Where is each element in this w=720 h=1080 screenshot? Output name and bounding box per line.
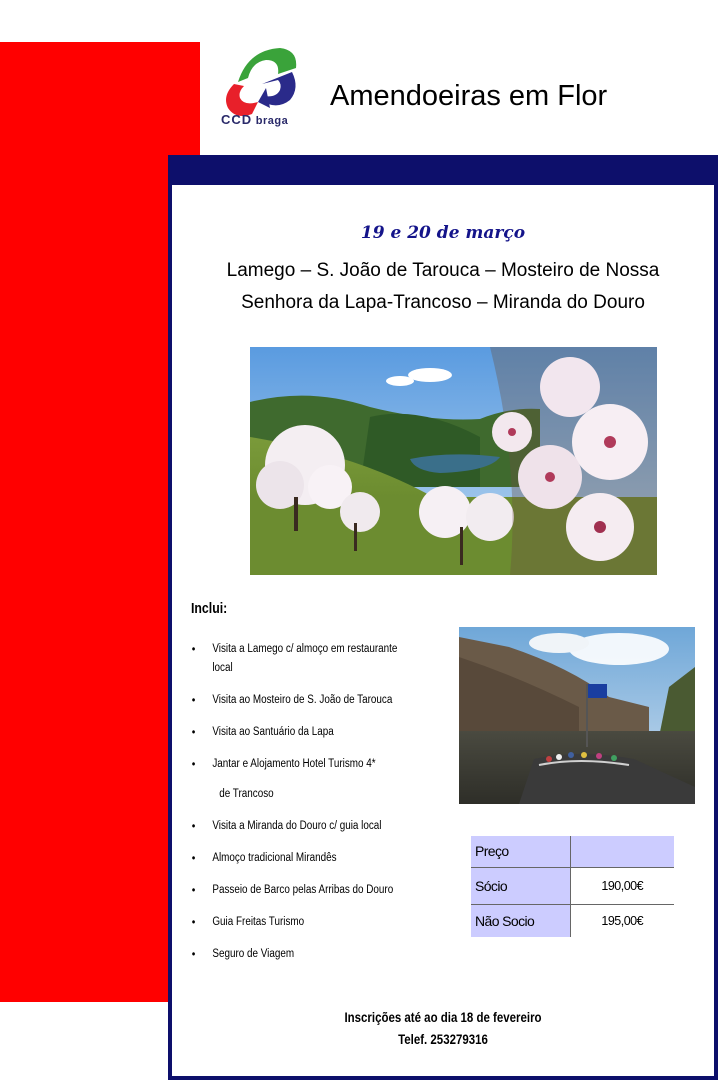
list-item-text: Visita ao Santuário da Lapa bbox=[212, 726, 334, 738]
event-route bbox=[172, 255, 714, 319]
list-item-text: Jantar e Alojamento Hotel Turismo 4* bbox=[212, 758, 376, 770]
price-header-cell: Preço bbox=[471, 836, 570, 867]
list-item bbox=[190, 945, 453, 964]
bullet-icon: • bbox=[191, 883, 196, 897]
list-item-text: Almoço tradicional Mirandês bbox=[212, 852, 337, 864]
page-title: Amendoeiras em Flor bbox=[330, 80, 608, 112]
list-item-continuation-line bbox=[190, 785, 460, 804]
event-date: 19 e 20 de março bbox=[360, 223, 526, 243]
list-item-continuation: de Trancoso bbox=[219, 788, 274, 800]
bullet-icon: • bbox=[191, 693, 196, 707]
list-item-text: Passeio de Barco pelas Arribas do Douro bbox=[212, 884, 394, 896]
list-item bbox=[190, 723, 453, 742]
list-item-text: Seguro de Viagem bbox=[212, 948, 295, 960]
list-item bbox=[190, 849, 453, 868]
list-item bbox=[190, 913, 453, 932]
price-value-cell: 190,00€ bbox=[570, 867, 674, 904]
list-item-text: Visita ao Mosteiro de S. João de Tarouca bbox=[212, 694, 393, 706]
bullet-icon: • bbox=[191, 642, 196, 656]
content-frame bbox=[168, 155, 718, 1080]
table-row bbox=[471, 904, 674, 937]
logo-city-text: braga bbox=[255, 115, 289, 127]
frame-top-band bbox=[172, 155, 714, 185]
bullet-icon: • bbox=[191, 757, 196, 771]
list-item bbox=[190, 691, 453, 710]
bullet-icon: • bbox=[191, 851, 196, 865]
almond-blossom-photo bbox=[250, 347, 657, 575]
route-line-1: Lamego – S. João de Tarouca – Mosteiro de Nossa bbox=[226, 260, 660, 281]
list-item-text: Visita a Lamego c/ almoço em restaurante bbox=[212, 643, 398, 655]
bullet-icon: • bbox=[191, 725, 196, 739]
table-row bbox=[471, 836, 674, 867]
list-item bbox=[190, 881, 453, 900]
route-line-2: Senhora da Lapa-Trancoso – Miranda do Douro bbox=[241, 292, 645, 313]
registration-deadline: Inscrições até ao dia 18 de fevereiro bbox=[344, 1010, 542, 1025]
list-item-text: Visita a Miranda do Douro c/ guia local bbox=[212, 820, 382, 832]
bullet-icon: • bbox=[191, 819, 196, 833]
bullet-icon: • bbox=[191, 947, 196, 961]
list-item-continuation: local bbox=[212, 662, 233, 674]
douro-boat-photo bbox=[459, 627, 695, 804]
includes-list bbox=[190, 640, 440, 977]
contact-phone: Telef. 253279316 bbox=[398, 1032, 488, 1047]
list-item bbox=[190, 755, 453, 774]
list-item-text: Guia Freitas Turismo bbox=[212, 916, 305, 928]
price-label-cell: Sócio bbox=[471, 867, 570, 904]
bullet-icon: • bbox=[191, 915, 196, 929]
price-header-empty-cell bbox=[570, 836, 674, 867]
list-item bbox=[190, 817, 453, 836]
price-value-cell: 195,00€ bbox=[601, 913, 644, 928]
table-row bbox=[471, 867, 674, 904]
logo-mark-text: CCD bbox=[221, 112, 253, 127]
includes-heading: Inclui: bbox=[191, 600, 228, 617]
list-item bbox=[190, 640, 453, 678]
price-table bbox=[471, 836, 674, 937]
logo-wordmark bbox=[221, 112, 288, 127]
price-label-cell: Não Socio bbox=[471, 904, 570, 937]
registration-footer bbox=[172, 1007, 714, 1051]
